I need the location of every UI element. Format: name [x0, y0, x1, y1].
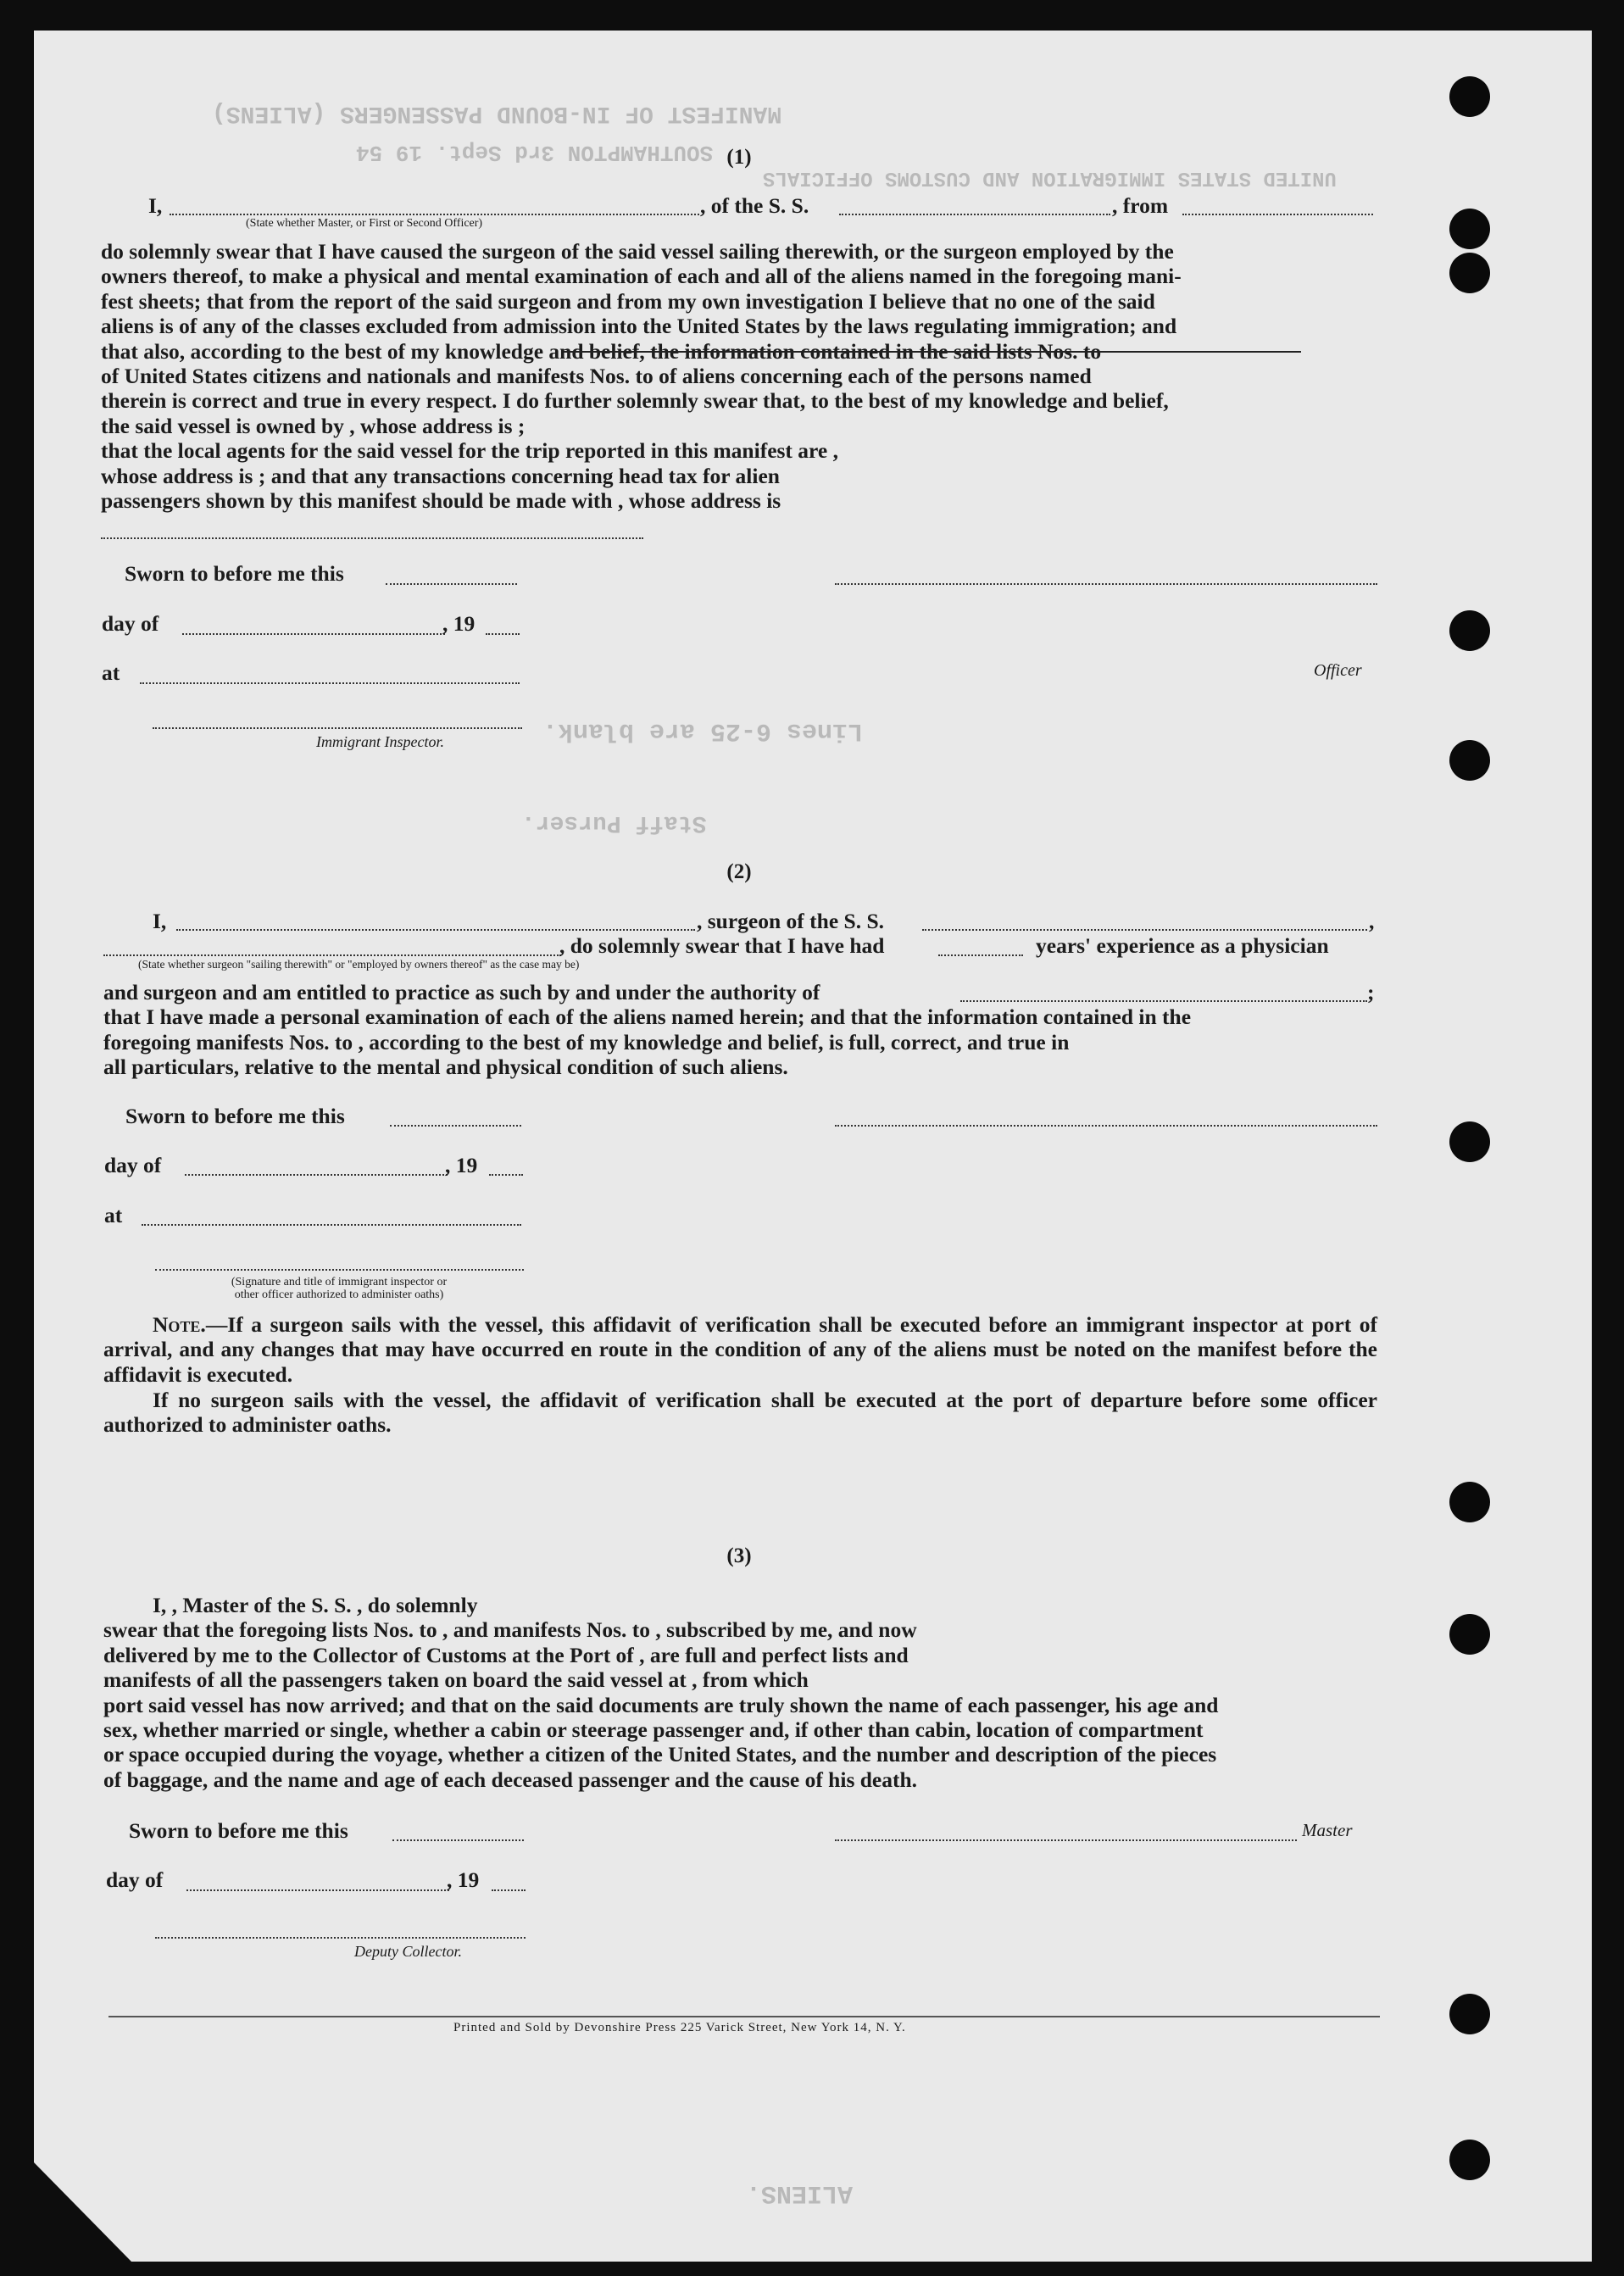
punch-hole: [1449, 76, 1490, 117]
section-number-3: (3): [726, 1544, 752, 1567]
comma: ,: [1369, 909, 1375, 933]
punch-hole: [1449, 209, 1490, 249]
field-at-2[interactable]: [142, 1224, 521, 1226]
body-line: that I have made a personal examination of each of the aliens named herein; and that the information contained in the: [103, 1004, 1192, 1030]
surgeon-vessel-label: , surgeon of the S. S.: [697, 909, 885, 933]
field-authority[interactable]: [960, 1000, 1367, 1002]
field-year-3[interactable]: [492, 1889, 526, 1891]
body-line: fest sheets; that from the report of the said surgeon and from my own investigation I believe that no one of the said: [101, 288, 1155, 314]
body-line: the said vessel is owned by , whose address is ;: [101, 413, 526, 438]
body-line: port said vessel has now arrived; and that on the said documents are truly shown the name of each passenger, his age and: [103, 1692, 1219, 1717]
body-line: of baggage, and the name and age of each deceased passenger and the cause of his death.: [103, 1767, 918, 1792]
bleed-through-mark: MANIFEST OF IN-BOUND PASSENGERS (ALIENS): [212, 100, 782, 126]
field-hint-rank: (State whether Master, or First or Second Officer): [246, 217, 483, 230]
body-line: do solemnly swear that I have caused the surgeon of the said vessel sailing therewith, or the surgeon employed by the: [101, 239, 1174, 264]
field-collector-signature[interactable]: [155, 1937, 526, 1939]
field-year-2[interactable]: [489, 1174, 523, 1176]
body-line: foregoing manifests Nos. to , according to the best of my knowledge and belief, is full, correct, and true in: [103, 1029, 1070, 1055]
punch-hole: [1449, 2140, 1490, 2180]
field-sworn-date-2[interactable]: [390, 1125, 521, 1127]
deputy-caption: Deputy Collector.: [354, 1943, 462, 1960]
field-year-1[interactable]: [486, 633, 520, 635]
field-blank-line[interactable]: [101, 537, 643, 539]
field-years[interactable]: [938, 954, 1023, 956]
section3-body: [103, 1593, 1377, 1792]
at-label-2: at: [104, 1203, 123, 1227]
field-vessel-name[interactable]: [839, 214, 1110, 215]
body-line: swear that the foregoing lists Nos. to , and manifests Nos. to , subscribed by me, and now: [103, 1617, 917, 1643]
year-label-3: , 19: [447, 1867, 480, 1892]
field-officer-signature[interactable]: [835, 583, 1377, 585]
oath-line-1: [148, 193, 162, 219]
field-day-3[interactable]: [186, 1889, 449, 1891]
oath-start: I,: [148, 193, 163, 218]
punch-hole: [1449, 1121, 1490, 1162]
year-label-1: , 19: [442, 611, 476, 636]
body-line: manifests of all the passengers taken on board the said vessel at , from which: [103, 1667, 809, 1693]
punch-hole: [1449, 253, 1490, 293]
signature-caption-line: (Signature and title of immigrant inspector or: [231, 1276, 448, 1288]
note2-text: If no surgeon sails with the vessel, the affidavit of verification shall be executed at the port of departure before some officer authorized to administer oaths.: [103, 1388, 1377, 1438]
field-sworn-date-1[interactable]: [386, 583, 517, 585]
field-day-2[interactable]: [185, 1174, 448, 1176]
note-text: —If a surgeon sails with the vessel, this affidavit of verification shall be executed before an immigrant inspector at port of arrival, and any changes that may have occurred en route in the condition of any of the aliens must be noted on the manifest before the affidavit is executed.: [103, 1312, 1377, 1387]
field-port-from[interactable]: [1182, 214, 1373, 215]
sworn-label-3: Sworn to before me this: [129, 1818, 348, 1843]
bleed-through-mark: Lines 6-25 are blank.: [542, 716, 864, 745]
punch-hole: [1449, 740, 1490, 781]
body-line: delivered by me to the Collector of Customs at the Port of , are full and perfect lists and: [103, 1642, 909, 1667]
punch-hole: [1449, 1994, 1490, 2034]
field-master-signature[interactable]: [835, 1839, 1297, 1841]
body-line: of United States citizens and nationals and manifests Nos. to of aliens concerning each of the persons named: [101, 364, 1092, 389]
semicolon: ;: [1367, 980, 1375, 1004]
note-label: Note.: [153, 1312, 206, 1337]
bleed-through-mark: ALIENS.: [746, 2179, 854, 2207]
oath-from-label: , from: [1112, 193, 1169, 218]
body-line: that also, according to the best of my knowledge and belief, the information contained in the said lists Nos. to: [101, 338, 1102, 364]
day-of-label-1: day of: [102, 611, 159, 636]
field-day-1[interactable]: [182, 633, 445, 635]
field-officer-rank[interactable]: [170, 214, 699, 215]
body-line: that the local agents for the said vessel for the trip reported in this manifest are ,: [101, 438, 838, 464]
signature-caption: [178, 1276, 500, 1301]
body-line: or space occupied during the voyage, whether a citizen of the United States, and the number and description of the pieces: [103, 1742, 1217, 1767]
body-line: I, , Master of the S. S. , do solemnly: [153, 1593, 478, 1617]
body-line: therein is correct and true in every respect. I do further solemnly swear that, to the best of my knowledge and belief,: [101, 388, 1169, 414]
day-of-label-2: day of: [104, 1153, 162, 1177]
field-surgeon-signature[interactable]: [835, 1125, 1377, 1127]
body-line: sex, whether married or single, whether a cabin or steerage passenger and, if other than cabin, location of compartment: [103, 1717, 1204, 1743]
year-label-2: , 19: [445, 1153, 478, 1177]
field-surgeon-name[interactable]: [176, 929, 695, 931]
footer-rule: [108, 2016, 1380, 2017]
section-number-2: (2): [726, 860, 752, 883]
field-surgeon-type[interactable]: [103, 954, 561, 956]
body-line: aliens is of any of the classes excluded from admission into the United States by the laws regulating immigration; and: [101, 314, 1177, 339]
bleed-through-mark: Staff Purser.: [521, 810, 707, 836]
section1-body: [101, 239, 1372, 513]
sworn-label-1: Sworn to before me this: [125, 561, 344, 586]
field-surgeon-vessel[interactable]: [922, 929, 1367, 931]
note2-paragraph: [103, 1388, 1377, 1438]
body-line: passengers shown by this manifest should be made with , whose address is: [101, 488, 781, 514]
punch-hole: [1449, 1614, 1490, 1655]
body-line: whose address is ; and that any transactions concerning head tax for alien: [101, 463, 780, 488]
oath-vessel-label: , of the S. S.: [700, 193, 809, 218]
bleed-through-mark: SOUTHAMPTON 3rd Sept. 19 54: [356, 140, 714, 165]
section2-body: [103, 980, 1375, 1080]
surgeon-swear-label: , do solemnly swear that I have had: [559, 933, 885, 958]
signature-caption-line: other officer authorized to administer oaths): [234, 1288, 444, 1301]
field-at-1[interactable]: [140, 682, 520, 684]
field-sworn-date-3[interactable]: [392, 1839, 524, 1841]
officer-caption: Officer: [1314, 661, 1362, 680]
bleed-through-mark: UNITED STATES IMMIGRATION AND CUSTOMS OFFICIALS: [763, 166, 1337, 189]
surgeon-type-hint: (State whether surgeon "sailing therewith" or "employed by owners thereof" as the case may be): [138, 958, 580, 971]
at-label-1: at: [102, 660, 120, 685]
sworn-label-2: Sworn to before me this: [125, 1104, 345, 1128]
day-of-label-3: day of: [106, 1867, 164, 1892]
body-line: owners thereof, to make a physical and mental examination of each and all of the aliens named in the foregoing mani-: [101, 264, 1182, 289]
field-inspector-signature-2[interactable]: [155, 1269, 524, 1271]
punch-hole: [1449, 610, 1490, 651]
section-number-1: (1): [726, 146, 752, 169]
printer-imprint: Printed and Sold by Devonshire Press 225 Varick Street, New York 14, N. Y.: [453, 2021, 906, 2034]
field-inspector-signature[interactable]: [153, 727, 522, 729]
punch-hole: [1449, 1482, 1490, 1522]
strike-through: [564, 351, 1301, 353]
body-line: and surgeon and am entitled to practice as such by and under the authority of: [103, 980, 820, 1004]
inspector-caption: Immigrant Inspector.: [316, 733, 444, 750]
body-line: all particulars, relative to the mental and physical condition of such aliens.: [103, 1055, 788, 1080]
master-caption: Master: [1302, 1820, 1353, 1840]
note-paragraph: [103, 1312, 1377, 1387]
surgeon-experience-label: years' experience as a physician: [1036, 933, 1329, 958]
surgeon-start: I,: [153, 909, 167, 933]
